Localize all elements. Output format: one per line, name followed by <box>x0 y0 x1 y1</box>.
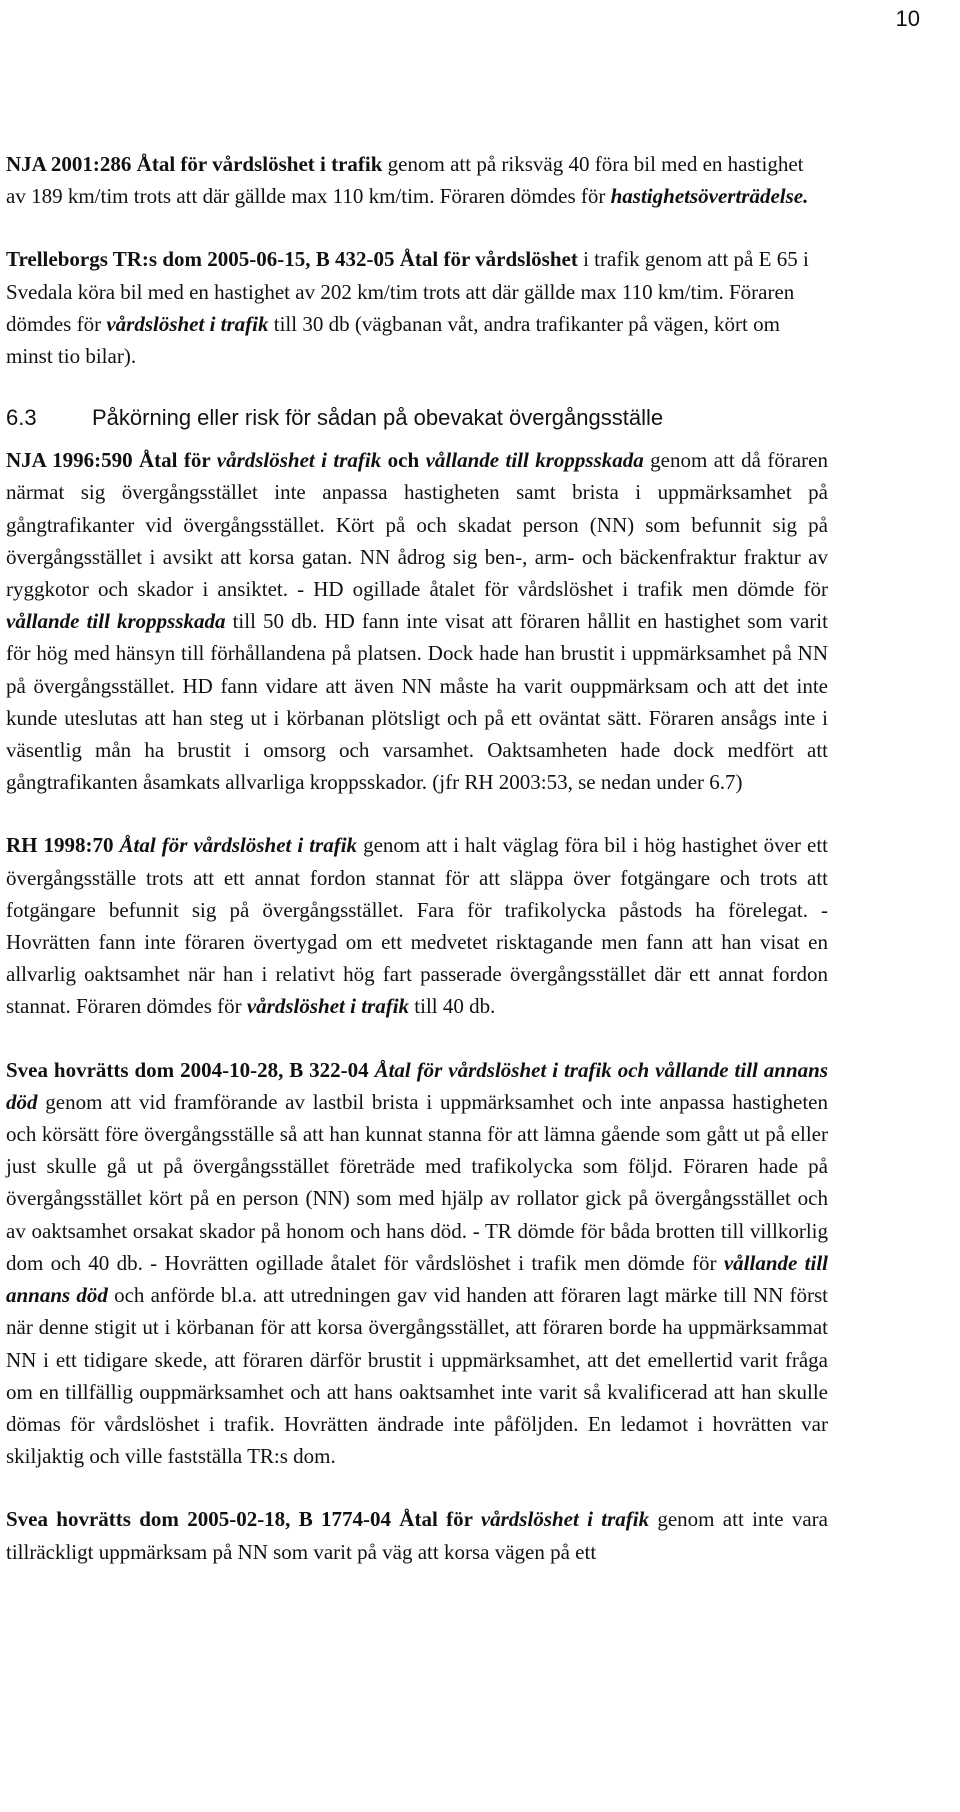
case-svea-2005 <box>6 1503 828 1567</box>
text-segment: vållande till annans död <box>6 1250 828 1308</box>
case-trelleborgs-tr <box>6 243 828 372</box>
text-segment: vårdslöshet i trafik <box>216 448 382 473</box>
text-segment: vållande till kroppsskada <box>425 448 644 473</box>
text-segment: genom att då föraren närmat sig övergångsstället inte anpassa hastigheten samt brista i uppmärksamhet på gångtrafikanter vid övergångsstället. Kört på och skadat person (NN) som befunnit sig på övergångsstället i avsikt att korsa gatan. NN ådrog sig ben-, arm- och bäckenfraktur fraktur av ryggkotor och skador i ansiktet. - HD ogillade åtalet för vårdslöshet i trafik men dömde för <box>6 448 828 602</box>
text-segment: vårdslöshet i trafik <box>480 1507 650 1532</box>
document-body <box>6 148 828 1599</box>
text-segment: i trafik genom att på E 65 i Svedala köra bil med en hastighet av 202 km/tim trots att där gällde max 110 km/tim. Föraren dömdes för <box>6 247 809 336</box>
text-segment: till 30 db (vägbanan våt, andra trafikanter på vägen, kört om minst tio bilar). <box>6 311 780 369</box>
page-number: 10 <box>895 6 920 31</box>
text-segment: Åtal för vårdslöshet i trafik <box>119 833 358 858</box>
case-nja-2001 <box>6 148 828 212</box>
case-nja-1996 <box>6 444 828 798</box>
case-svea-2004 <box>6 1054 828 1473</box>
section-title: Påkörning eller risk för sådan på obevakat övergångsställe <box>92 405 664 431</box>
text-segment: till 40 db. <box>409 994 496 1019</box>
text-segment: Trelleborgs TR:s dom 2005-06-15, B 432-05 Åtal för vårdslöshet <box>6 247 578 272</box>
text-segment: till 50 db. HD fann inte visat att föraren hållit en hastighet som varit för hög med hänsyn till förhållandena på platsen. Dock hade han brustit i uppmärksamhet på NN på övergångsstället. HD fann vidare att även NN måste ha varit ouppmärksam och att det inte kunde uteslutas att han steg ut i körbanan plötsligt och på ett oväntat sätt. Föraren ansågs inte i väsentlig mån ha brustit i omsorg och varsamhet. Oaktsamheten hade dock medfört att gångtrafikanten åsamkats allvarliga kroppsskador. (jfr RH 2003:53, se nedan under 6.7) <box>6 609 828 795</box>
section-heading <box>6 403 828 433</box>
text-segment: vårdslöshet i trafik <box>106 311 269 336</box>
text-segment: hastighetsöverträdelse. <box>610 184 809 209</box>
text-segment: och <box>381 448 426 473</box>
text-segment: vårdslöshet i trafik <box>246 994 410 1019</box>
text-segment: genom att vid framförande av lastbil brista i uppmärksamhet och inte anpassa hastigheten och körsätt före övergångsställe så att han kunnat stanna för att lämna gående som gått ut på eller just skulle gå ut på övergångsstället företräde med trafikolycka som följd. Föraren hade på övergångsstället kört på en person (NN) som med hjälp av rollator gick på övergångsstället och av oaktsamhet orsakat skador på honom och hans död. - TR dömde för båda brotten till villkorlig dom och 40 db. - Hovrätten ogillade åtalet för vårdslöshet i trafik men dömde för <box>6 1089 828 1275</box>
text-segment: och anförde bl.a. att utredningen gav vid handen att föraren lagt märke till NN först när denne stigit ut i körbanan för att korsa övergångsstället, att föraren borde ha uppmärksammat NN i ett tidigare skede, att föraren därför brustit i uppmärksamhet, att det emellertid varit fråga om en tillfällig ouppmärksamhet och att hans oaktsamhet inte varit så kvalificerad att han skulle dömas för vårdslöshet i trafik. Hovrätten ändrade inte påföljden. En ledamot i hovrätten var skiljaktig och ville fastställa TR:s dom. <box>6 1283 828 1469</box>
text-segment: genom att på riksväg 40 föra bil med en hastighet av 189 km/tim trots att där gällde max 110 km/tim. Föraren dömdes för <box>6 152 804 209</box>
text-segment: NJA 1996:590 Åtal för <box>6 448 217 473</box>
text-segment: Svea hovrätts dom 2004-10-28, B 322-04 <box>6 1057 375 1082</box>
text-segment: genom att inte vara tillräckligt uppmärksam på NN som varit på väg att korsa vägen på ett <box>6 1507 828 1564</box>
case-rh-1998 <box>6 829 828 1022</box>
text-segment: RH 1998:70 <box>6 833 120 858</box>
text-segment: vållande till kroppsskada <box>6 609 226 634</box>
text-segment: NJA 2001:286 Åtal för vårdslöshet i trafik <box>6 152 383 176</box>
text-segment: genom att i halt väglag föra bil i hög hastighet över ett övergångsställe trots att ett annat fordon stannat för att släppa över fotgängare och trots att fotgängare befunnit sig på övergångsstället. Fara för trafikolycka påstods ha förelegat. - Hovrätten fann inte föraren övertygad om ett medvetet risktagande men fann att han visat en allvarlig oaktsamhet när han i relativt hög fart passerade övergångsstället där ett annat fordon stannat. Föraren dömdes för <box>6 833 828 1019</box>
text-segment: Åtal för vårdslöshet i trafik och vållande till annans död <box>6 1057 828 1114</box>
section-number: 6.3 <box>6 405 37 431</box>
text-segment: Svea hovrätts dom 2005-02-18, B 1774-04 Åtal för <box>6 1507 481 1532</box>
